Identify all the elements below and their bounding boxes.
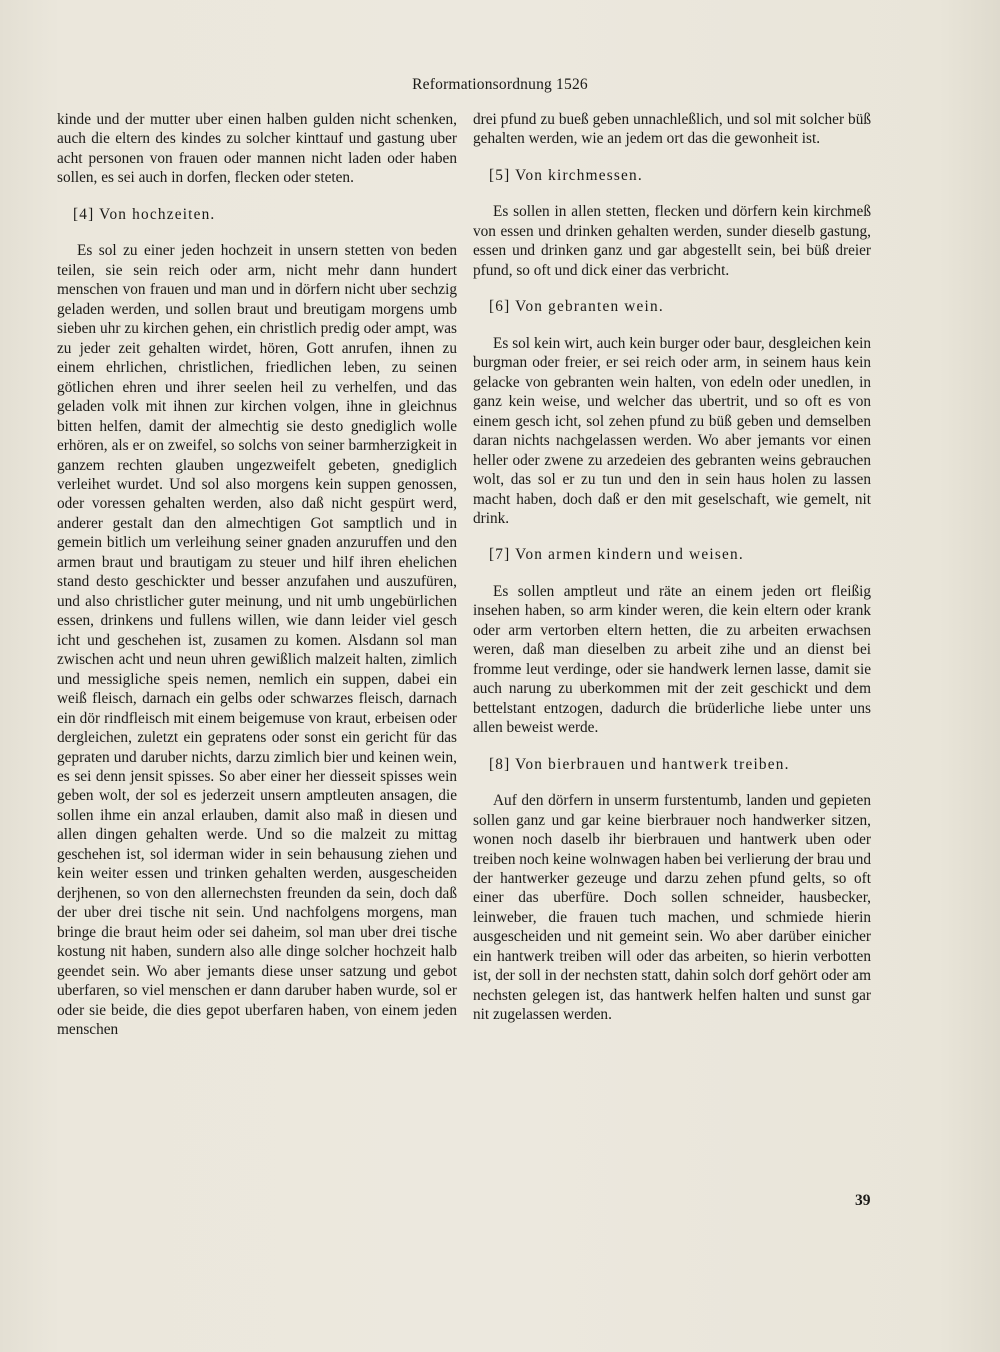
paragraph-kirchmessen: Es sollen in allen stetten, flecken und dörfern kein kirchmeß von essen und drinken gehalten werden, sunder dieselb gastung, essen und drinken ganz und gar abgestellt sein, bei büß dreier pfund, so oft und dick einer das verbricht.	[473, 203, 871, 279]
section-heading-gebranten-wein: [6] Von gebranten wein.	[489, 298, 664, 316]
running-head: Reformationsordnung 1526	[412, 76, 588, 93]
right-column	[473, 110, 871, 1025]
section-heading-kirchmessen: [5] Von kirchmessen.	[489, 166, 643, 184]
page-number: 39	[855, 1192, 871, 1209]
section-heading-hochzeiten: [4] Von hochzeiten.	[73, 205, 216, 223]
paragraph-gebranten-wein: Es sol kein wirt, auch kein burger oder baur, desgleichen kein burgman oder freier, er sei reich oder arm, in seinem haus kein gelacke von gebranten wein halten, von edeln oder unedlen, in ganz kein weise, und welcher das ubertrit, und so oft es von einem gesch icht, sol zehen pfund zu büß geben und demselben daran nichts nachgelassen werden. Wo aber jemants vor einen heller oder zwene zu arzedeien des gebranten weins gebrauchen wolt, das sol er zu tun und den in sein haus holen zu lassen macht haben, doch daß er den mit geselschaft, wie gemelt, nit drink.	[473, 334, 871, 527]
paragraph-bierbrauen: Auf den dörfern in unserm furstentumb, landen und gepieten sollen ganz und gar keine bierbrauer noch handwerker sitzen, wonen noch daselb ihr bierbrauen und hantwerk uben oder treiben noch keine wolnwagen haben bei verlierung der brau und der hantwerker gezeuge und darzu zehen pfund gelts, so oft einer das uberfüre. Doch sollen schneider, hausbecker, leinweber, die frauen tuch machen, und schmiede hierin ausgescheiden und nit gemeint sein. Wo aber darüber einicher ein hantwerk treiben will oder das arbeiten, so hierin verbotten ist, der soll in der nechsten statt, dahin solch dorf gehört oder am nechsten gelegen ist, das hantwerk helfen halten und sunst gar nit zugelassen werden.	[473, 792, 871, 1024]
left-paragraph-continuation: kinde und der mutter uber einen halben gulden nicht schenken, auch die eltern des kindes zu solcher kinttauf und gastung uber acht personen von frauen oder mannen nicht laden oder haben sollen, es sei auch in dorfen, flecken oder steten.	[57, 111, 457, 187]
right-paragraph-continuation: drei pfund zu bueß geben unnachleßlich, und sol mit solcher büß gehalten werden, wie an jedem ort das die gewonheit ist.	[473, 111, 871, 148]
paragraph-hochzeiten: Es sol zu einer jeden hochzeit in unsern stetten von beden teilen, sie sein reich oder arm, nicht mehr dann hundert menschen von frauen und man und in dörfern nicht uber sechzig geladen werden, und sollen braut und breutigam morgens umb sieben uhr zu kirchen gehen, ein christlich predig oder ampt, was zu jeder zeit gehalten wirdet, hören, Gott anrufen, ihnen zu einem ehrlichen, christlichen, friedlichen leben, zu seinen götlichen ehren und ihrer seelen heil zu verhelfen, und das geladen volk mit ihnen zur kirchen volgen, ihne in gleichnus bitten helfen, damit der almechtig sie desto gnediglich wolle erhören, als er on zweifel, so solchs von seiner barmherzigkeit in ganzem rechten glauben ungezweifelt gebeten, gnediglich verleihet wurdet. Und sol also morgens kein suppen genossen, oder voressen gehalten werden, also daß nicht gespürt werd, anderer gestalt dan den almechtigen Got samptlich und in gemein bitlich um verleihung seiner gnaden anzuruffen und den armen braut und brautigam zu steuer und hilf ihren ehelichen stand desto geschickter und besser anzufahen und auszufüren, und also christlicher guter meinung, und nit umb ungebürlichen essen, drinkens und fullens willen, wie dann leider viel gesch icht und geschehen ist, zusamen zu komen. Alsdann sol man zwischen acht und neun uhren gewißlich malzeit halten, zimlich und messigliche speis nemen, nemlich ein suppen, dabei ein weiß fleisch, darnach ein gelbs oder schwarzes fleisch, darnach ein dör rindfleisch mit einem beigemuse von kraut, erbeisen oder dergleichen, zuletzt ein gepratens oder sonst ein gericht für das gepraten und daruber nichts, darzu zimlich bier und keinen wein, es sei denn jensit spisses. So aber einer her diesseit spisses wein geben wolt, der sol es jederzeit unsern amptleuten ansagen, die sollen ihme ein anzal erlauben, damit also maß in diesen und allen dingen gehalten werde. Und so die malzeit zu mittag geschehen ist, sol iderman wider in sein behausung ziehen und kein weiter essen und trinken gehalten werden, ausgescheiden derjhenen, so von den allernechsten freunden da sein, doch daß der uber drei tische nit sein. Und nachfolgens morgens, man bringe die braut heim oder sei daheim, sol man uber drei tische kostung nit haben, sundern also alle dinge solcher hochzeit halb geendet sein. Wo aber jemants diese unser satzung und gebot uberfaren, so viel menschen er dann daruber haben wurde, sol er oder sie beide, die dies gepot uberfaren haben, von einem jeden menschen	[57, 242, 457, 1039]
paragraph-armen-kindern: Es sollen amptleut und räte an einem jeden ort fleißig insehen haben, so arm kinder weren, die kein eltern oder krank oder arm vertorben eltern hetten, die zu arbeiten erwachsen weren, daß man dieselben zu arbeit zihe und an dienst bei fromme leut verdinge, oder sie handwerk lernen lasse, damit sie auch narung zu uberkommen mit der zeit geschickt und dem bettelstant entzogen, dadurch die brüderliche liebe unter uns allen beweist werde.	[473, 582, 871, 737]
left-column	[57, 110, 457, 1040]
section-heading-armen-kindern: [7] Von armen kindern und weisen.	[489, 546, 744, 564]
section-heading-bierbrauen: [8] Von bierbrauen und hantwerk treiben.	[489, 755, 790, 773]
